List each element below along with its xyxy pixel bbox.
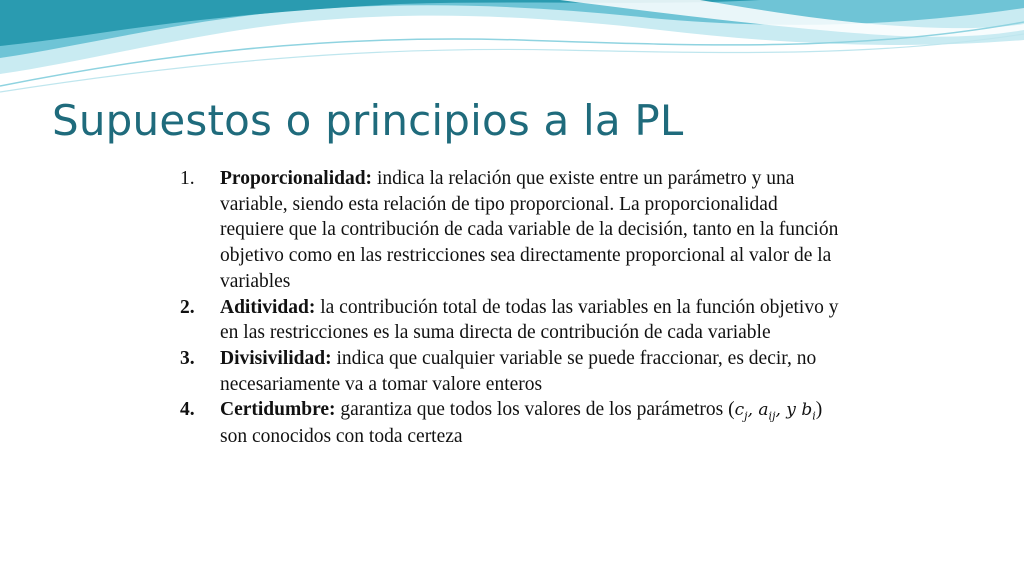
math-a: a [758,400,769,421]
item-text: garantiza que todos los valores de los parámetros [335,399,729,421]
decorative-wave-banner [0,0,1024,100]
list-item-aditividad [180,295,840,346]
math-c-subscript: j [744,409,748,423]
math-close-paren: ) [815,399,823,421]
math-b: b [801,400,813,421]
list-item-certidumbre [180,397,840,449]
item-text: indica que cualquier variable se puede fraccionar, es decir, no necesariamente va a tomar valore enteros [220,347,817,395]
list-item-proporcionalidad [180,166,840,295]
item-text: la contribución total de todas las variables en la función objetivo y en las restricciones es la suma directa de contribución de cada variable [220,296,839,344]
item-number: 3. [180,347,195,369]
slide-title: Supuestos o principios a la PL [52,96,684,145]
item-term: Proporcionalidad: [220,168,373,189]
item-term: Certidumbre: [220,399,336,421]
item-text: indica la relación que existe entre un parámetro y una variable, siendo esta relación de tipo proporcional. La proporcionalidad requiere que la contribución de cada variable de la decisión, tanto en la función objetivo como en las restricciones sea directamente proporcional al valor de la variables [220,168,839,292]
item-term: Divisivilidad: [220,347,332,369]
math-separator-2: , y [775,400,802,421]
math-a-subscript: ij [768,409,776,423]
math-c: c [734,400,745,421]
item-text-after: son conocidos con toda certeza [220,426,463,448]
list-item-divisivilidad [180,346,840,397]
math-open-paren: ( [728,399,735,421]
math-b-subscript: i [812,409,816,423]
item-number: 4. [180,399,195,421]
item-number: 1. [180,168,195,189]
principles-list [180,166,840,450]
math-separator-1: , [747,400,759,421]
item-term: Aditividad: [220,296,316,318]
item-number: 2. [180,296,195,318]
math-expression [734,400,816,423]
